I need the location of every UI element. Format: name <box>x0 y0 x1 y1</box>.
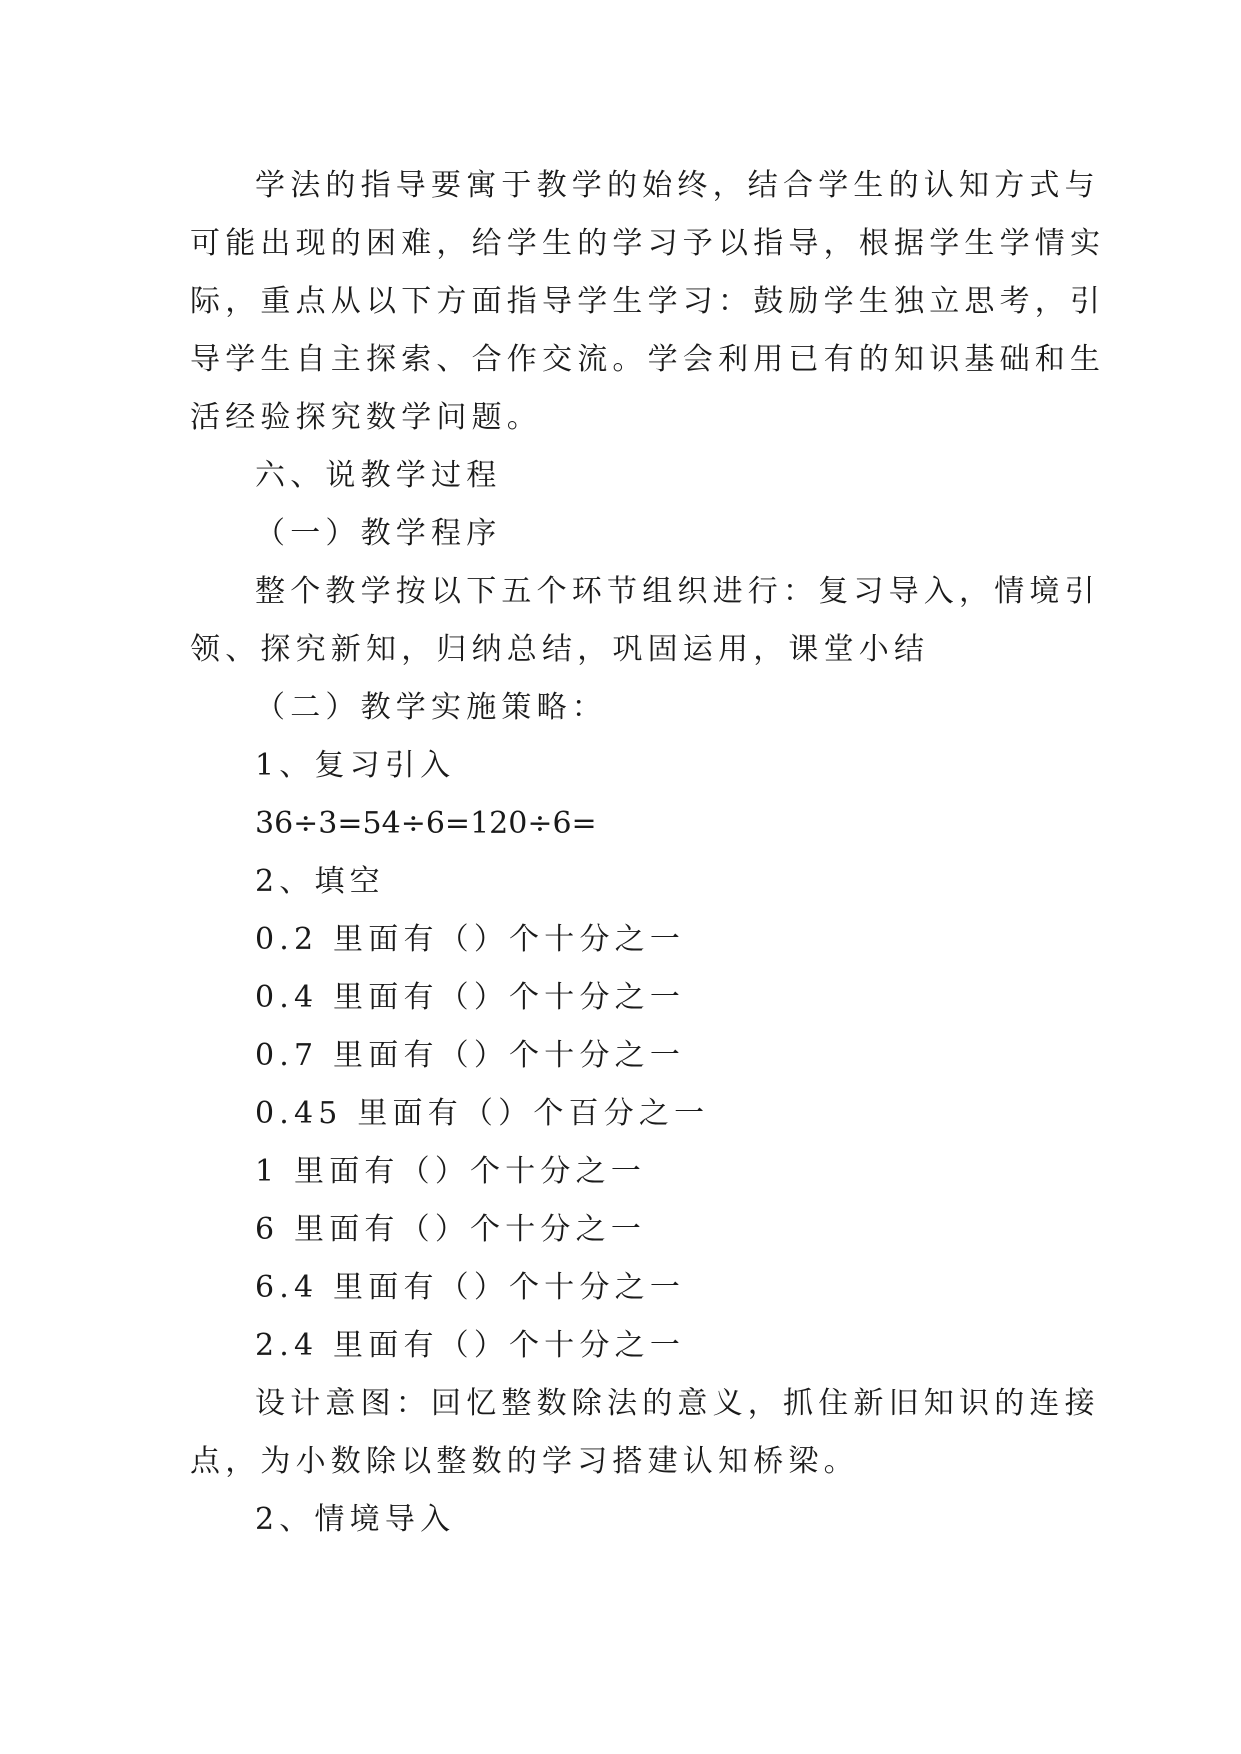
list-heading: 2、情境导入 <box>255 1502 456 1537</box>
text-line: 整个教学按以下五个环节组织进行：复习导入，情境引 <box>255 574 1100 609</box>
exercise-item: 1 里面有（）个十分之一 <box>255 1154 647 1189</box>
text-line: 学法的指导要寓于教学的始终，结合学生的认知方式与 <box>255 168 1100 203</box>
text-line: 设计意图：回忆整数除法的意义，抓住新旧知识的连接 <box>255 1386 1100 1421</box>
math-expression: 36÷3=54÷6=120÷6= <box>255 806 597 841</box>
text-line: 际，重点从以下方面指导学生学习：鼓励学生独立思考，引 <box>190 284 1106 319</box>
section-heading: 六、说教学过程 <box>255 458 502 493</box>
exercise-item: 2.4 里面有（）个十分之一 <box>255 1328 686 1363</box>
text-line: 活经验探究数学问题。 <box>190 400 542 435</box>
exercise-item: 0.4 里面有（）个十分之一 <box>255 980 686 1015</box>
exercise-item: 0.45 里面有（）个百分之一 <box>255 1096 710 1131</box>
text-line: 可能出现的困难，给学生的学习予以指导，根据学生学情实 <box>190 226 1106 261</box>
text-line: 领、探究新知，归纳总结，巩固运用，课堂小结 <box>190 632 930 667</box>
exercise-item: 6 里面有（）个十分之一 <box>255 1212 647 1247</box>
subsection-heading: （一）教学程序 <box>255 516 502 551</box>
subsection-heading: （二）教学实施策略： <box>255 690 607 725</box>
list-heading: 1、复习引入 <box>255 748 456 783</box>
text-line: 点，为小数除以整数的学习搭建认知桥梁。 <box>190 1444 859 1479</box>
exercise-item: 0.2 里面有（）个十分之一 <box>255 922 686 957</box>
list-heading: 2、填空 <box>255 864 385 899</box>
exercise-item: 6.4 里面有（）个十分之一 <box>255 1270 686 1305</box>
exercise-item: 0.7 里面有（）个十分之一 <box>255 1038 686 1073</box>
text-line: 导学生自主探索、合作交流。学会利用已有的知识基础和生 <box>190 342 1106 377</box>
